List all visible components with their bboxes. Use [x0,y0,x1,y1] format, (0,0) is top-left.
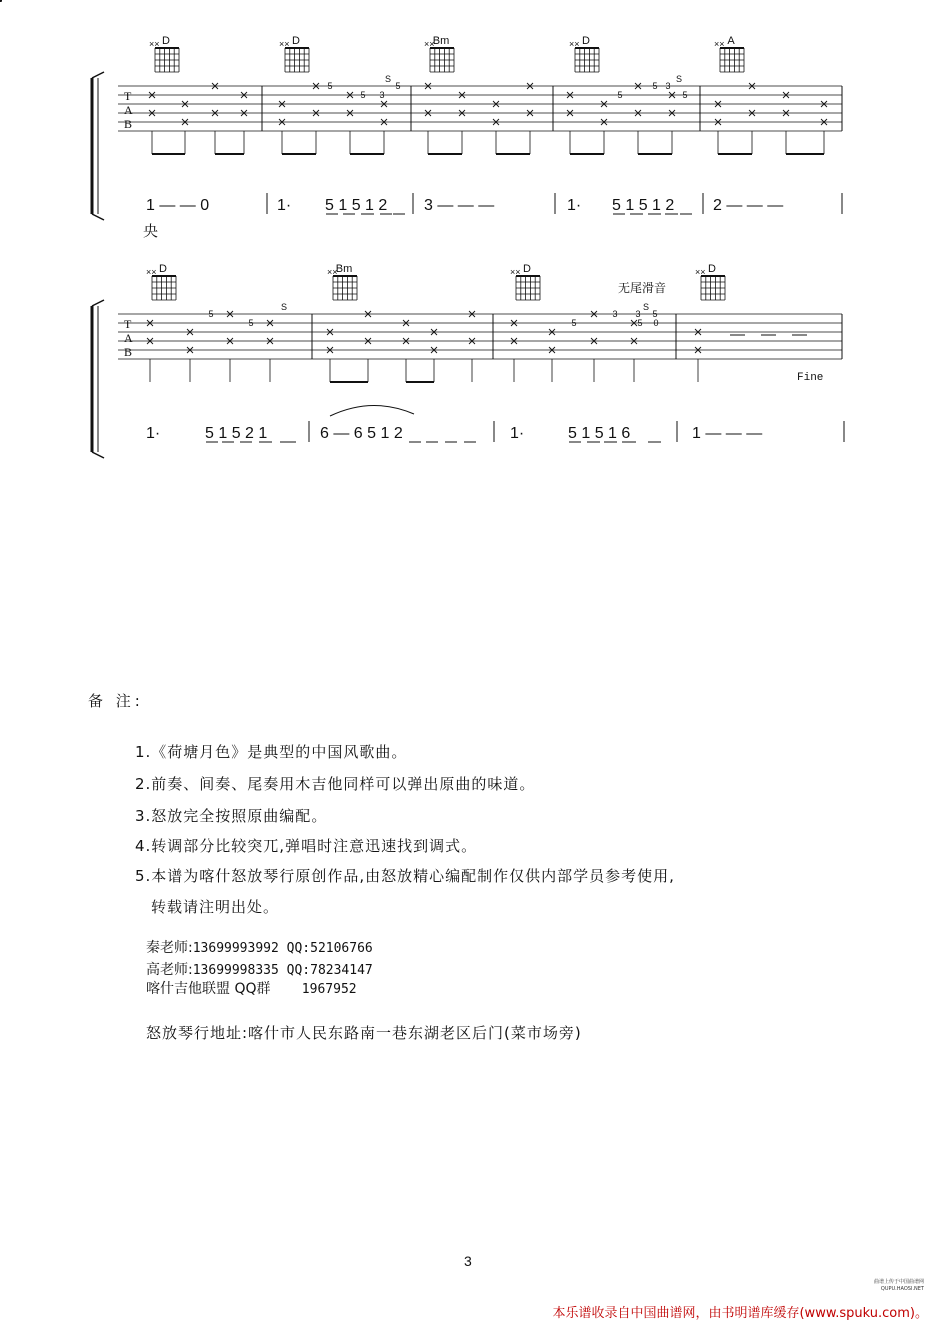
open-string-marks: ×× [327,267,338,277]
jianpu-notes: 1 — — — [692,425,763,442]
store-address: 怒放琴行地址:喀什市人民东路南一巷东湖老区后门(菜市场旁) [146,1024,582,1042]
tab-fret-number: 3 [612,309,618,319]
lyric-text: 央 [143,222,159,240]
tab-clef-letter: B [124,117,133,131]
tab-fret-number: S [280,302,288,312]
chord-name: A [727,35,735,47]
chord-dot [0,0,2,2]
tab-fret-number: 5 [360,90,366,100]
jianpu-notes: 1· [510,425,525,442]
notes-title: 备 注: [88,692,144,710]
jianpu-notes: 5 1 5 1 2 [325,197,388,214]
chord-diagram [0,0,540,300]
slide-annotation: 无尾滑音 [618,281,667,295]
open-string-marks: ×× [569,39,580,49]
tab-clef-letter: T [124,317,132,331]
tab-clef-letter: A [124,103,133,117]
tab-fret-number: 3 [379,90,385,100]
chord-diagram [0,0,179,72]
jianpu-notes: 1 — — 0 [146,197,210,214]
chord-name: D [159,263,167,275]
tab-clef-letter: T [124,89,132,103]
jianpu-notes: 1· [146,425,161,442]
open-string-marks: ×× [149,39,160,49]
open-string-marks: ×× [279,39,290,49]
jianpu-notes: 2 — — — [713,197,784,214]
tab-fret-number: 5 [327,81,333,91]
tab-fret-number: 5 [652,81,658,91]
jianpu-notes: 1· [277,197,292,214]
jianpu-notes: 6 — 6 5 1 2 [320,425,403,442]
chord-name: Bm [335,263,353,275]
tab-fret-number: S [642,302,650,312]
note-item-2: 2.前奏、间奏、尾奏用木吉他同样可以弹出原曲的味道。 [135,775,536,793]
open-string-marks: ×× [424,39,435,49]
open-string-marks: ×× [714,39,725,49]
tab-fret-number: 3 [635,309,641,319]
tab-clef-letter: B [124,345,133,359]
chord-name: Bm [432,35,450,47]
contact-label: 秦老师: [146,940,193,956]
tab-fret-number: 5 [652,309,658,319]
note-item-4: 4.转调部分比较突兀,弹唱时注意迅速找到调式。 [135,837,478,855]
tab-fret-number: 5 [395,81,401,91]
tab-fret-number: S [384,74,392,84]
note-item-5-continued: 转载请注明出处。 [151,898,280,916]
note-item-1: 1.《荷塘月色》是典型的中国风歌曲。 [135,743,408,761]
contact-value: 13699993992 QQ:52106766 [192,941,373,956]
bracket-hook [92,214,104,220]
contact-qq-group [146,981,357,998]
bracket-hook [92,72,104,78]
open-string-marks: ×× [695,267,706,277]
jianpu-notes: 5 1 5 2 1 [205,425,268,442]
bracket-hook [92,452,104,458]
chord-name: D [708,263,716,275]
chord-name: D [162,35,170,47]
jianpu-notes: 3 — — — [424,197,495,214]
chord-diagram [0,0,454,72]
tab-fret-number: 5 [208,309,214,319]
chord-diagram [0,0,744,72]
tab-fret-number: 3 [665,81,671,91]
contact-qin [146,940,373,957]
chord-diagram [0,0,725,300]
tab-fret-number: 5 [248,318,254,328]
contact-label: 喀什吉他联盟 QQ群 [146,981,271,997]
chord-diagram [0,0,357,300]
chord-diagram [0,0,309,72]
tab-fret-number: 5 [682,90,688,100]
open-string-marks: ×× [510,267,521,277]
tab-system-1 [0,0,842,240]
contact-label: 高老师: [146,962,193,978]
jianpu-notes: 5 1 5 1 2 [612,197,675,214]
contact-value: 13699998335 QQ:78234147 [192,963,373,978]
tab-fret-number: S [675,74,683,84]
note-item-3: 3.怒放完全按照原曲编配。 [135,807,328,825]
tab-score [0,0,940,470]
open-string-marks: ×× [146,267,157,277]
tab-fret-number: 0 [653,318,659,328]
jianpu-notes: 1· [567,197,582,214]
note-item-5: 5.本谱为喀什怒放琴行原创作品,由怒放精心编配制作仅供内部学员参考使用, [135,867,675,885]
contact-gao [146,962,373,979]
chord-name: D [523,263,531,275]
chord-name: D [582,35,590,47]
tab-clef-letter: A [124,331,133,345]
site-watermark: 曲谱上传于中国曲谱网 QUPU.HAOSI.NET [873,1279,924,1292]
bracket-hook [92,300,104,306]
jianpu-notes: 5 1 5 1 6 [568,425,631,442]
fine-marker: Fine [797,372,824,384]
tab-fret-number: 5 [617,90,623,100]
chord-name: D [292,35,300,47]
page-number: 3 [464,1253,472,1269]
tie-arc [330,405,414,416]
tab-fret-number: 5 [571,318,577,328]
tab-fret-number: 5 [637,318,643,328]
footer-source-note: 本乐谱收录自中国曲谱网，由书明谱库缓存(www.spuku.com)。 [552,1306,928,1321]
tab-system-2 [0,0,844,458]
contact-value: 1967952 [270,982,357,997]
